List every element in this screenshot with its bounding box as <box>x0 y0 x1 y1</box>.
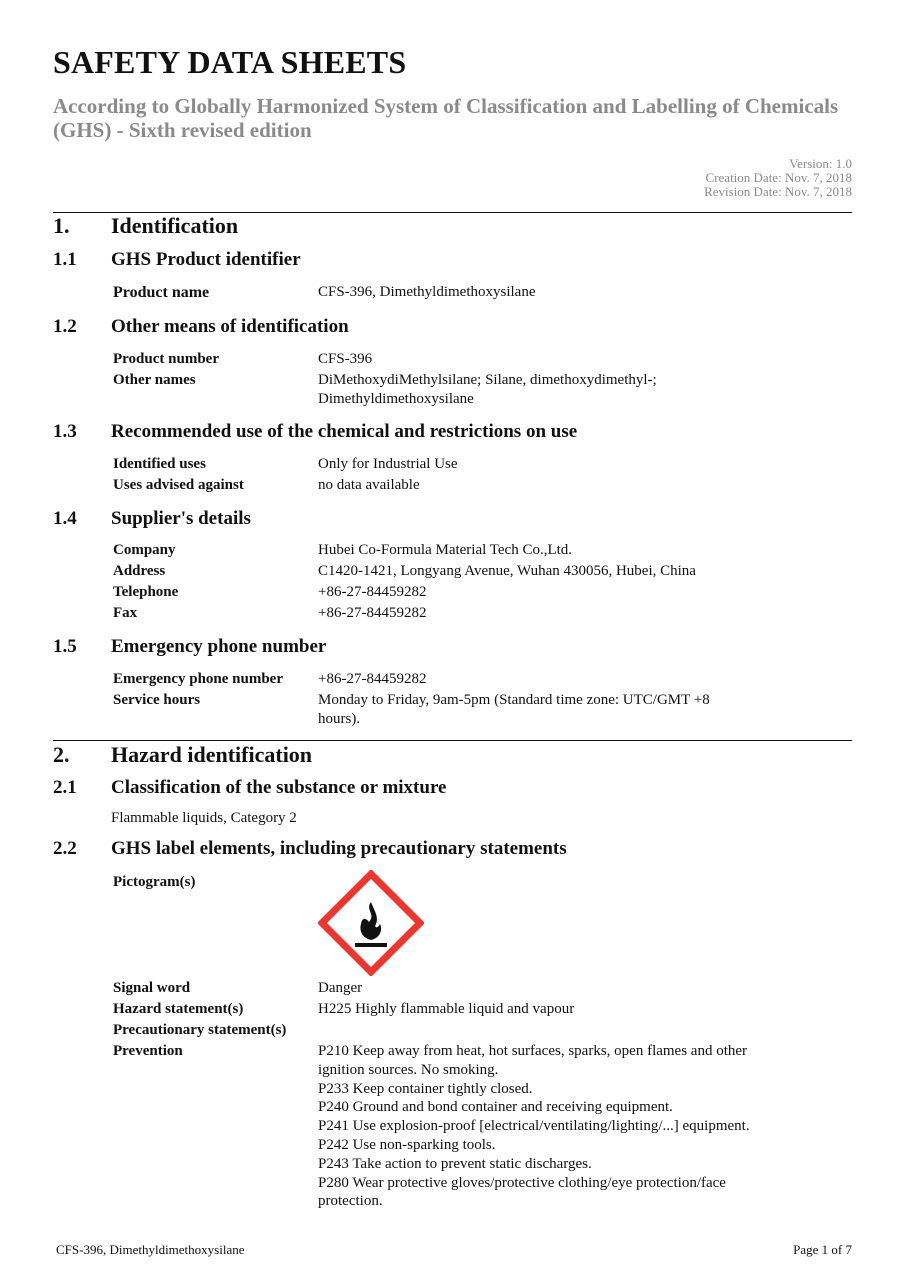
creation-date: Creation Date: Nov. 7, 2018 <box>705 170 852 185</box>
field-label: Product name <box>113 284 210 301</box>
field-value <box>318 371 793 409</box>
subsection-number: 1.5 <box>53 636 77 657</box>
subsection-title: Classification of the substance or mixture <box>111 777 447 798</box>
field-value: +86-27-84459282 <box>318 605 427 621</box>
prevention-line: P241 Use explosion-proof [electrical/ventilating/lighting/...] equipment. <box>318 1118 750 1135</box>
other-names-line: Dimethyldimethoxysilane <box>318 391 474 407</box>
field-label: Other names <box>113 372 196 388</box>
field-value: Danger <box>318 980 363 996</box>
prevention-line: P210 Keep away from heat, hot surfaces, sparks, open flames and other <box>318 1043 748 1059</box>
subsection-title: Other means of identification <box>111 316 349 337</box>
subsection-title: GHS label elements, including precautionary statements <box>111 838 567 859</box>
field-label: Pictogram(s) <box>113 874 196 890</box>
field-value: +86-27-84459282 <box>318 584 427 600</box>
prevention-line: P280 Wear protective gloves/protective clothing/eye protection/face <box>318 1174 726 1191</box>
section-2-heading <box>53 742 312 768</box>
section-title: Hazard identification <box>111 742 313 767</box>
field-label: Uses advised against <box>113 477 244 493</box>
field-label: Service hours <box>113 692 201 708</box>
field-label: Fax <box>113 605 138 621</box>
section-divider <box>53 740 852 741</box>
field-label: Precautionary statement(s) <box>113 1022 287 1038</box>
section-number: 2. <box>53 742 70 767</box>
subsection-title: Recommended use of the chemical and restrictions on use <box>111 421 578 442</box>
subsection-1-1-heading <box>53 249 301 271</box>
subsection-number: 1.4 <box>53 508 77 529</box>
document-title: SAFETY DATA SHEETS <box>53 44 407 80</box>
section-number: 1. <box>53 213 70 238</box>
subsection-title: Supplier's details <box>111 508 251 529</box>
classification-text: Flammable liquids, Category 2 <box>111 810 297 826</box>
field-label: Telephone <box>113 584 179 600</box>
field-label: Product number <box>113 351 219 367</box>
field-value: H225 Highly flammable liquid and vapour <box>318 1001 575 1017</box>
service-hours-line: hours). <box>318 711 361 727</box>
subsection-2-1-heading <box>53 777 446 799</box>
field-value: Hubei Co-Formula Material Tech Co.,Ltd. <box>318 542 573 558</box>
field-value: C1420-1421, Longyang Avenue, Wuhan 430056, Hubei, China <box>318 563 696 579</box>
prevention-line: P242 Use non-sparking tools. <box>318 1136 496 1153</box>
field-value: +86-27-84459282 <box>318 671 427 687</box>
subsection-number: 1.3 <box>53 421 77 442</box>
field-value: no data available <box>318 477 420 493</box>
service-hours-line: Monday to Friday, 9am-5pm (Standard time zone: UTC/GMT +8 <box>318 692 710 708</box>
footer-page-number: Page 1 of 7 <box>793 1242 852 1257</box>
subsection-1-4-heading <box>53 508 251 530</box>
subsection-1-2-heading <box>53 316 349 338</box>
prevention-line: P243 Take action to prevent static discharges. <box>318 1155 592 1172</box>
field-value: CFS-396 <box>318 351 373 367</box>
subsection-number: 1.2 <box>53 316 77 337</box>
field-value: Only for Industrial Use <box>318 456 458 472</box>
field-label: Signal word <box>113 980 191 996</box>
subsection-number: 2.1 <box>53 777 77 798</box>
field-value: CFS-396, Dimethyldimethoxysilane <box>318 284 536 300</box>
version-text: Version: 1.0 <box>789 156 852 171</box>
field-value <box>318 691 793 729</box>
section-1-heading <box>53 213 238 239</box>
field-label: Address <box>113 563 166 579</box>
subsection-title: GHS Product identifier <box>111 249 301 270</box>
prevention-line: protection. <box>318 1193 383 1210</box>
prevention-statements <box>318 1042 798 1211</box>
document-meta <box>704 157 852 199</box>
subsection-title: Emergency phone number <box>111 636 327 657</box>
field-label: Prevention <box>113 1043 183 1059</box>
subsection-1-3-heading <box>53 421 577 443</box>
prevention-line: P240 Ground and bond container and receiving equipment. <box>318 1099 673 1116</box>
prevention-line: ignition sources. No smoking. <box>318 1061 499 1078</box>
other-names-line: DiMethoxydiMethylsilane; Silane, dimethoxydimethyl-; <box>318 372 657 388</box>
field-label: Identified uses <box>113 456 206 472</box>
flame-pictogram-icon <box>318 870 424 976</box>
revision-date: Revision Date: Nov. 7, 2018 <box>704 184 852 199</box>
section-title: Identification <box>111 213 239 238</box>
document-subtitle: According to Globally Harmonized System of Classification and Labelling of Chemicals (GHS) - Sixth revised edition <box>53 94 839 142</box>
subsection-number: 2.2 <box>53 838 77 859</box>
subsection-1-5-heading <box>53 636 326 658</box>
field-label: Emergency phone number <box>113 671 283 687</box>
footer-product: CFS-396, Dimethyldimethoxysilane <box>56 1242 245 1257</box>
field-label: Company <box>113 542 176 558</box>
subsection-number: 1.1 <box>53 249 77 270</box>
prevention-line: P233 Keep container tightly closed. <box>318 1080 533 1097</box>
subsection-2-2-heading <box>53 838 567 860</box>
field-label: Hazard statement(s) <box>113 1001 244 1017</box>
